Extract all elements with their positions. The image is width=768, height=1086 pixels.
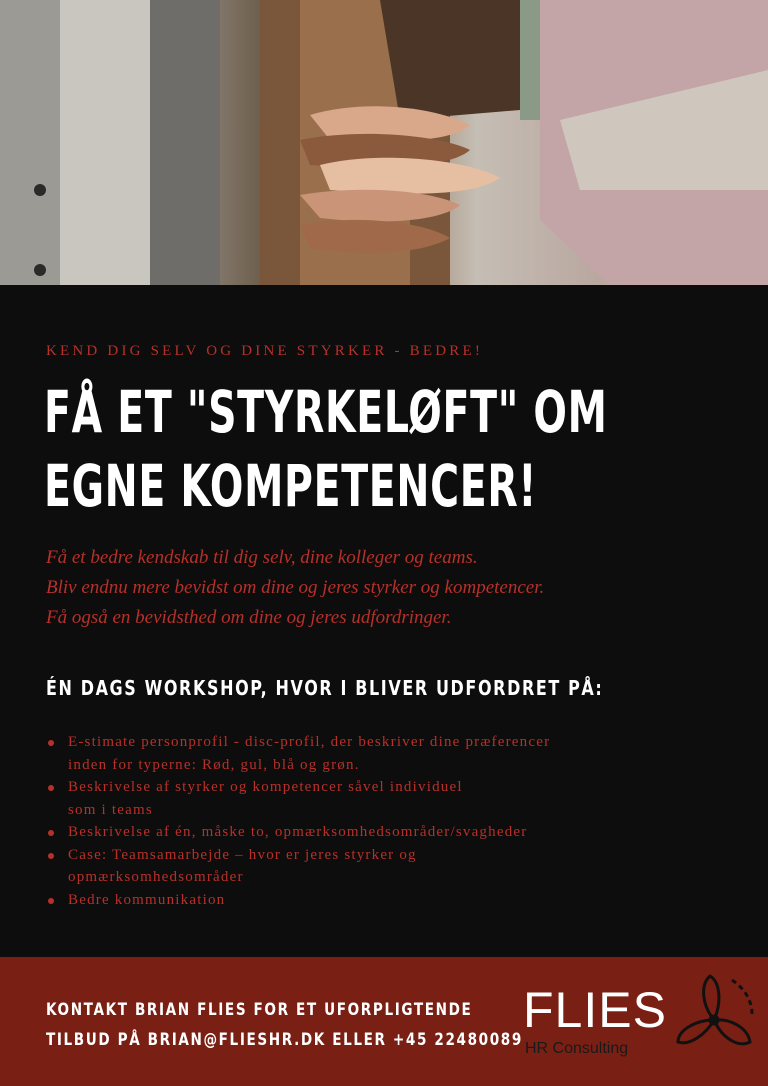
hero-photo bbox=[0, 0, 768, 285]
bullet-icon bbox=[48, 853, 54, 859]
workshop-list bbox=[46, 731, 726, 911]
list-item: Case: Teamsamarbejde – hvor er jeres styrker og opmærksomhedsområder bbox=[46, 844, 726, 889]
intro-line: Få et bedre kendskab til dig selv, dine kolleger og teams. bbox=[46, 547, 478, 568]
propeller-icon bbox=[672, 970, 756, 1070]
list-item: E-stimate personprofil - disc-profil, der beskriver dine præferencer inden for typerne: Rød, gul, blå og grøn. bbox=[46, 731, 726, 776]
list-item: Beskrivelse af styrker og kompetencer såvel individuel som i teams bbox=[46, 776, 726, 821]
brand-logo-text: FLIES bbox=[523, 982, 667, 1038]
headline bbox=[44, 375, 738, 523]
intro-line: Bliv endnu mere bevidst om dine og jeres styrker og kompetencer. bbox=[46, 577, 545, 598]
team-hands-illustration bbox=[0, 0, 768, 285]
bullet-icon bbox=[48, 740, 54, 746]
bullet-icon bbox=[48, 785, 54, 791]
bullet-icon bbox=[48, 830, 54, 836]
intro-text bbox=[46, 543, 746, 633]
list-item: Bedre kommunikation bbox=[46, 889, 726, 912]
headline-line-1: FÅ ET "STYRKELØFT" OM bbox=[44, 378, 608, 446]
list-item: Beskrivelse af én, måske to, opmærksomhedsområder/svagheder bbox=[46, 821, 726, 844]
bullet-icon bbox=[48, 898, 54, 904]
headline-line-2: EGNE KOMPETENCER! bbox=[44, 452, 538, 520]
contact-line-1: KONTAKT BRIAN FLIES FOR ET UFORPLIGTENDE bbox=[46, 1000, 473, 1020]
intro-line: Få også en bevidsthed om dine og jeres udfordringer. bbox=[46, 607, 452, 628]
contact-line-2: TILBUD PÅ BRIAN@FLIESHR.DK ELLER +45 22480089 bbox=[46, 1030, 523, 1050]
workshop-heading: ÉN DAGS WORKSHOP, HVOR I BLIVER UDFORDRET PÅ: bbox=[46, 676, 604, 700]
contact-info bbox=[46, 995, 523, 1055]
tagline: KEND DIG SELV OG DINE STYRKER - BEDRE! bbox=[46, 343, 484, 359]
brand-subtitle: HR Consulting bbox=[525, 1040, 629, 1057]
